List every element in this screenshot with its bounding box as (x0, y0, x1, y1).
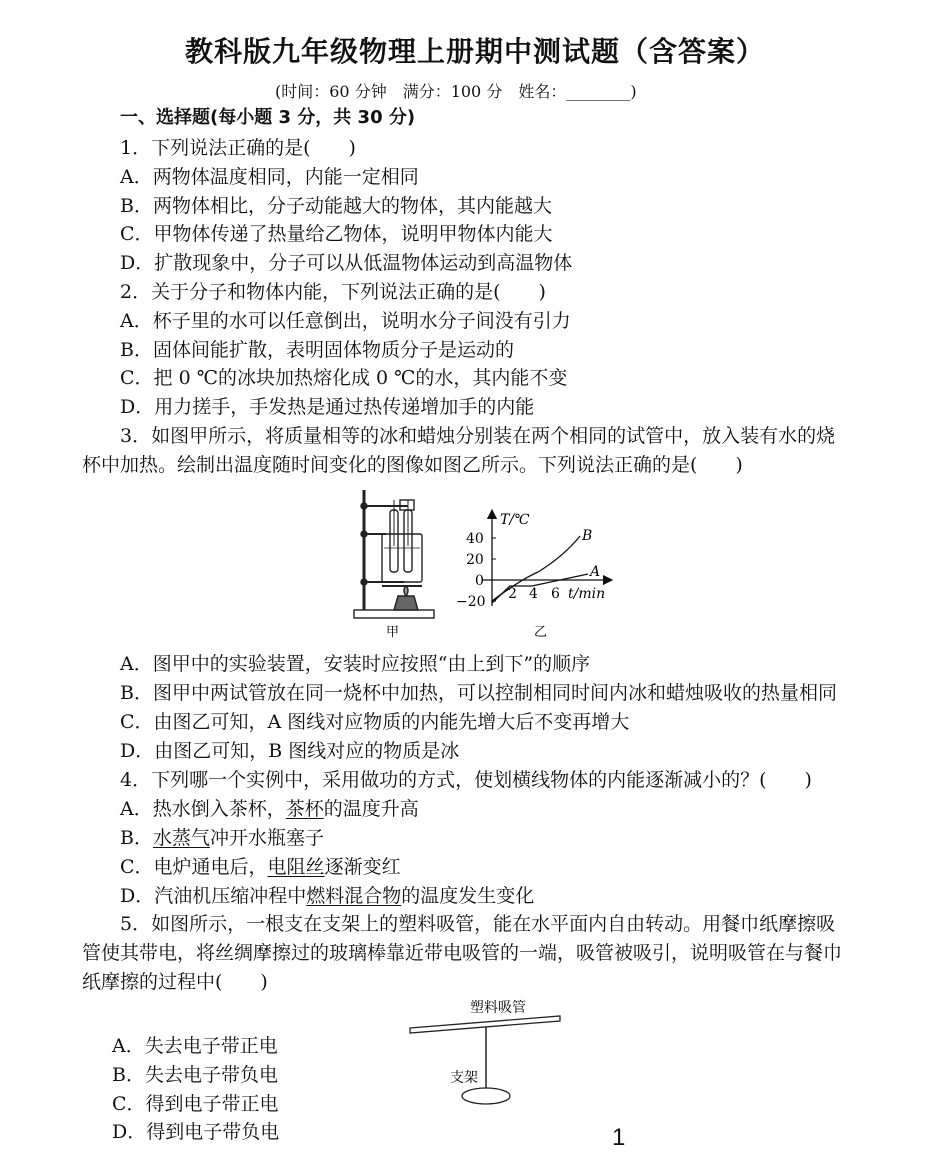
underlined-object: 水蒸气 (152, 827, 210, 849)
apparatus-figure (348, 486, 440, 638)
section-heading: 一、选择题(每小题 3 分，共 30 分) (120, 107, 416, 128)
q5-stem-line2: 管使其带电，将丝绸摩擦过的玻璃棒靠近带电吸管的一端，吸管被吸引，说明吸管在与餐巾 (82, 942, 843, 964)
plastic-straw (410, 1016, 560, 1033)
clamp-knob-top (361, 503, 367, 509)
q5-stem-line1: 5．如图所示，一根支在支架上的塑料吸管，能在水平面内自由转动。用餐巾纸摩擦吸 (120, 913, 836, 935)
q3-stem-line1: 3．如图甲所示，将质量相等的冰和蜡烛分别装在两个相同的试管中，放入装有水的烧 (120, 425, 836, 447)
clamp-knob-mid (361, 531, 367, 537)
page-number: 1 (612, 1124, 626, 1151)
q4-option-d: D．汽油机压缩冲程中燃料混合物的温度发生变化 (120, 885, 535, 907)
q4-option-c: C．电炉通电后，电阻丝逐渐变红 (120, 856, 401, 878)
underlined-object: 燃料混合物 (306, 885, 402, 907)
curve-a-label: A (590, 564, 601, 580)
flame (404, 586, 408, 596)
q2-option-c: C．把 0 ℃的冰块加热熔化成 0 ℃的水，其内能不变 (120, 367, 568, 389)
beaker (382, 534, 422, 582)
q1-option-d: D．扩散现象中，分子可以从低温物体运动到高温物体 (120, 252, 573, 274)
alcohol-lamp (394, 596, 418, 610)
q4-stem: 4．下列哪一个实例中，采用做功的方式，使划横线物体的内能逐渐减小的？( ) (120, 769, 812, 791)
underlined-object: 电阻丝 (267, 856, 325, 878)
q5-option-d: D．得到电子带负电 (112, 1121, 280, 1143)
q5-stem-line3: 纸摩擦的过程中( ) (82, 971, 268, 993)
q2-option-b: B．固体间能扩散，表明固体物质分子是运动的 (120, 339, 514, 361)
stand-label: 支架 (450, 1070, 478, 1086)
q4-option-a: A．热水倒入茶杯，茶杯的温度升高 (120, 798, 419, 820)
q3-stem-line2: 杯中加热。绘制出温度随时间变化的图像如图乙所示。下列说法正确的是( ) (82, 454, 743, 476)
y-tick-40: 40 (466, 531, 484, 547)
figure-label-yi: 乙 (534, 625, 548, 640)
clamp-knob-low (361, 579, 367, 585)
q1-stem: 1．下列说法正确的是( ) (120, 137, 356, 159)
underlined-object: 茶杯 (285, 798, 324, 820)
page-title: 教科版九年级物理上册期中测试题（含答案） (184, 35, 765, 68)
x-axis-label: t/min (568, 586, 606, 602)
figure-label-jia: 甲 (386, 625, 400, 638)
q2-stem: 2．关于分子和物体内能，下列说法正确的是( ) (120, 281, 546, 303)
straw-label: 塑料吸管 (470, 1000, 526, 1016)
q3-option-c: C．由图乙可知，A 图线对应物质的内能先增大后不变再增大 (120, 711, 630, 733)
straw-figure (402, 994, 572, 1110)
q2-option-d: D．用力搓手，手发热是通过热传递增加手的内能 (120, 396, 535, 418)
q1-option-b: B．两物体相比，分子动能越大的物体，其内能越大 (120, 195, 552, 217)
y-tick-minus20: −20 (456, 594, 486, 610)
q2-option-a: A．杯子里的水可以任意倒出，说明水分子间没有引力 (120, 310, 571, 332)
q3-option-a: A．图甲中的实验装置，安装时应按照“由上到下”的顺序 (120, 653, 591, 675)
y-axis-label: T/℃ (500, 512, 530, 528)
curve-b-label: B (582, 528, 593, 544)
q3-option-b: B．图甲中两试管放在同一烧杯中加热，可以控制相同时间内冰和蜡烛吸收的热量相同 (120, 682, 837, 704)
q5-option-b: B．失去电子带负电 (112, 1064, 278, 1086)
q4-option-b: B．水蒸气冲开水瓶塞子 (120, 827, 324, 849)
q1-option-a: A．两物体温度相同，内能一定相同 (120, 166, 419, 188)
temperature-graph (452, 508, 622, 640)
y-tick-0: 0 (475, 573, 484, 589)
stand-base (462, 1088, 510, 1104)
x-tick-4: 4 (529, 586, 538, 602)
q1-option-c: C．甲物体传递了热量给乙物体，说明甲物体内能大 (120, 223, 553, 245)
q3-option-d: D．由图乙可知，B 图线对应的物质是冰 (120, 740, 460, 762)
x-tick-6: 6 (551, 586, 560, 602)
q5-option-a: A．失去电子带正电 (112, 1035, 278, 1057)
exam-info: (时间：60 分钟 满分：100 分 姓名：________) (275, 82, 637, 101)
y-tick-20: 20 (466, 552, 484, 568)
x-tick-2: 2 (508, 586, 517, 602)
q5-option-c: C．得到电子带正电 (112, 1093, 279, 1115)
stand-base (354, 610, 434, 618)
